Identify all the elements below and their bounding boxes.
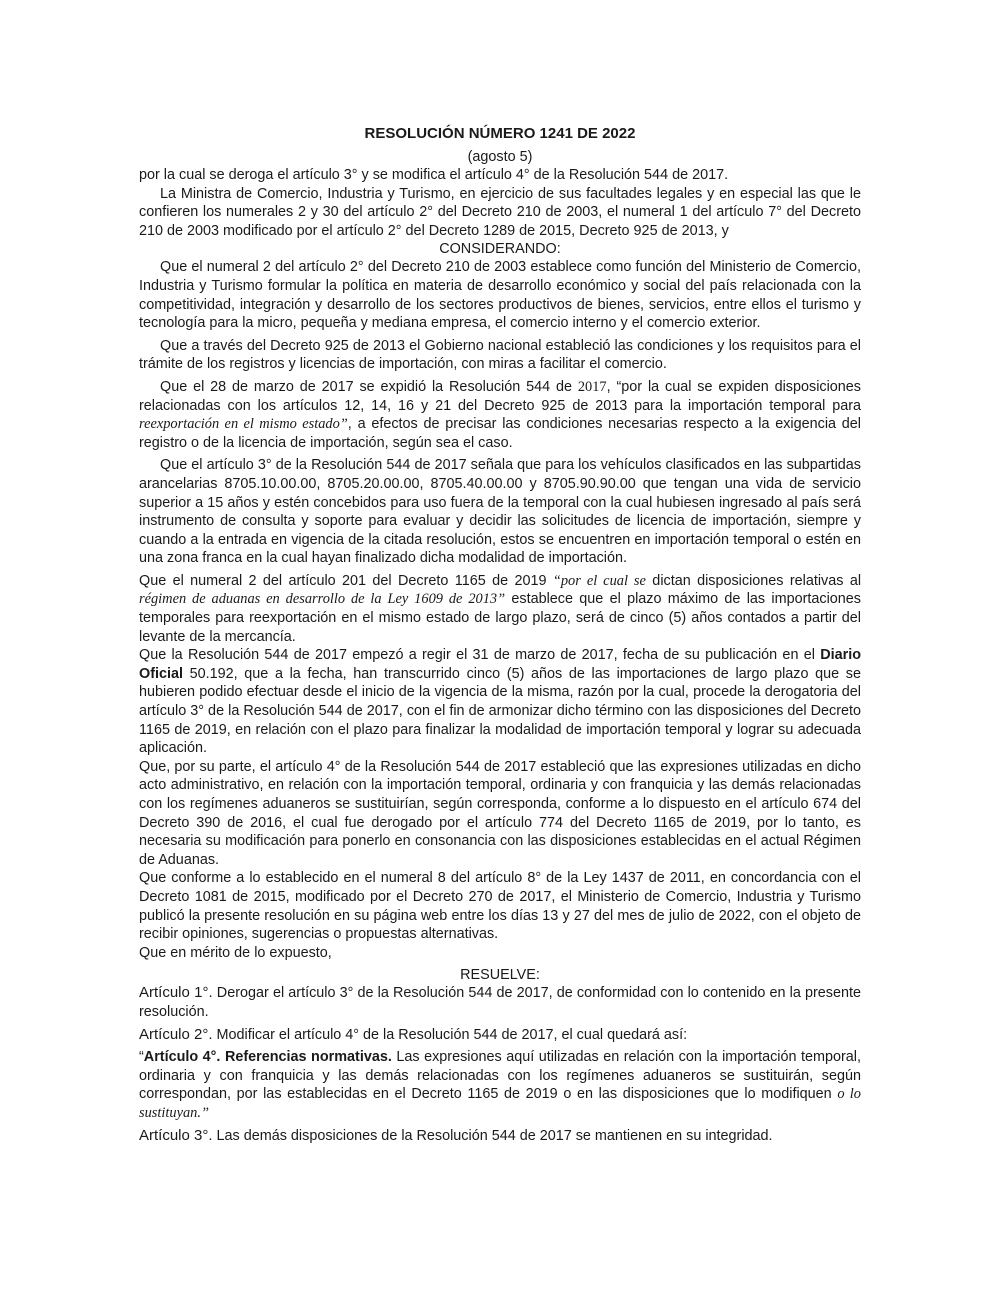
c5-text-1: Que el numeral 2 del artículo 201 del Decreto 1165 de 2019 [139, 572, 553, 589]
c5-text-2: dictan disposiciones relativas al [645, 572, 862, 589]
considerando-paragraph-6 [139, 646, 861, 758]
c6-text-1: Que la Resolución 544 de 2017 empezó a regir el 31 de marzo de 2017, fecha de su publicación en el [139, 647, 821, 664]
considerando-paragraph-9: Que en mérito de lo expuesto, [139, 944, 332, 961]
c3-year: 2017 [577, 378, 607, 395]
considerando-paragraph-5 [139, 572, 861, 646]
preamble-paragraph: La Ministra de Comercio, Industria y Turismo, en ejercicio de sus facultades legales y en especial las que le confieren los numerales 2 y 30 del artículo 2° del Decreto 210 de 2003, el numeral 1 del artículo 7° del Decreto 210 de 2003 modificado por el artículo 2° del Decreto 1289 de 2015, Decreto 925 de 2013, y [139, 185, 861, 239]
articulo-1-text: Derogar el artículo 3° de la Resolución 544 de 2017, de conformidad con lo contenido en la presente resolución. [139, 985, 861, 1020]
c3-italic-title: reexportación en el mismo estado” [139, 416, 348, 433]
articulo-1 [139, 984, 861, 1021]
quote-open-mark: “ [139, 1049, 144, 1066]
quoted-articulo-4 [139, 1048, 861, 1122]
c6-text-2: 50.192, que a la fecha, han transcurrido cinco (5) años de las importaciones de largo plazo que se hubieren podido efectuar desde el inicio de la vigencia de la misma, razón por la cual, procede la derogatoria del artículo 3° de la Resolución 544 de 2017, con el fin de armonizar dicho término con las disposiciones del Decreto 1165 de 2019, en relación con el plazo para finalizar la modalidad de importación temporal y lograr su adecuada aplicación. [139, 665, 861, 757]
considerando-paragraph-1: Que el numeral 2 del artículo 2° del Decreto 210 de 2003 establece como función del Ministerio de Comercio, Industria y Turismo formular la política en materia de desarrollo económico y social del país relacionada con la competitividad, integración y desarrollo de los sectores productivos de bienes, servicios, entre ellos el turismo y tecnología para la micro, pequeña y mediana empresa, el comercio interno y el comercio exterior. [139, 259, 861, 332]
resuelve-heading: RESUELVE: [460, 967, 540, 984]
considerando-paragraph-2: Que a través del Decreto 925 de 2013 el Gobierno nacional estableció las condiciones y los requisitos para el trámite de los registros y licencias de importación, con miras a facilitar el comercio. [139, 337, 861, 373]
c3-text-1: Que el 28 de marzo de 2017 se expidió la Resolución 544 de [160, 378, 578, 395]
articulo-2-text: Modificar el artículo 4° de la Resolución 544 de 2017, el cual quedará así: [212, 1026, 688, 1043]
quote-text: Las expresiones aquí utilizadas en relación con la importación temporal, ordinaria y con franquicia y las demás relacionadas con los regímenes aduaneros se sustituirán, según correspondan, por las establecidas en el Decreto 1165 de 2019 o en las disposiciones que lo modifiquen [139, 1049, 861, 1103]
document-subtitle: por la cual se deroga el artículo 3° y se modifica el artículo 4° de la Resolución 544 de 2017. [139, 167, 729, 183]
c5-text-3: establece que el plazo máximo de las importaciones temporales para reexportación en el mismo estado de largo plazo, será de cinco (5) años contados a partir del levante de la mercancía. [139, 591, 861, 645]
c3-text-3: , a efectos de precisar las condiciones necesarias respecto a la exigencia del registro o de la licencia de importación, según sea el caso. [139, 416, 862, 451]
articulo-1-label: Artículo 1°. [139, 984, 213, 1002]
c3-text-2: , “por la cual se expiden disposiciones relacionadas con los artículos 12, 14, 16 y 21 del Decreto 925 de 2013 para la importación temporal para [139, 378, 861, 414]
articulo-3-text: Las demás disposiciones de la Resolución 544 de 2017 se mantienen en su integridad. [212, 1127, 773, 1144]
considerando-paragraph-4: Que el artículo 3° de la Resolución 544 de 2017 señala que para los vehículos clasificados en las subpartidas arancelarias 8705.10.00.00, 8705.20.00.00, 8705.40.00.00 y 8705.90.90.00 que tengan una vida de servicio superior a 15 años y estén concebidos para uso fuera de la temporal con la cual hubiesen ingresado al país será instrumento de consulta y soporte para evaluar y decidir las solicitudes de licencia de importación, siempre y cuando a la entrada en vigencia de la citada resolución, estos se encuentren en importación temporal o estén en una zona franca en la cual hayan finalizado dicha modalidad de importación. [139, 457, 861, 567]
quote-italic-end: o lo sustituyan.” [139, 1086, 861, 1121]
considerando-heading: CONSIDERANDO: [439, 241, 561, 258]
articulo-3-label: Artículo 3°. [139, 1126, 213, 1144]
c5-italic-2: régimen de aduanas en desarrollo de la Ley 1609 de 2013” [139, 591, 506, 608]
articulo-2 [139, 1026, 861, 1045]
considerando-paragraph-7: Que, por su parte, el artículo 4° de la Resolución 544 de 2017 estableció que las expresiones utilizadas en dicho acto administrativo, en relación con la importación temporal, ordinaria y con franquicia y las demás relacionadas con los regímenes aduaneros se sustituirían, según corresponda, conforme a lo dispuesto en el artículo 674 del Decreto 390 de 2016, el cual fue derogado por el artículo 774 del Decreto 1165 de 2019, por lo tanto, es necesaria su modificación para ponerlo en consonancia con las disposiciones establecidas en el actual Régimen de Aduanas. [139, 758, 861, 868]
document-title: RESOLUCIÓN NÚMERO 1241 DE 2022 [364, 125, 636, 142]
articulo-3 [139, 1127, 861, 1146]
considerando-paragraph-3 [139, 378, 861, 452]
document-page [139, 124, 861, 1145]
document-date: (agosto 5) [467, 149, 533, 165]
c6-bold-diario-oficial: Diario Oficial [139, 647, 861, 682]
articulo-2-label: Artículo 2°. [139, 1025, 213, 1043]
considerando-paragraph-8: Que conforme a lo establecido en el numeral 8 del artículo 8° de la Ley 1437 de 2011, en concordancia con el Decreto 1081 de 2015, modificado por el Decreto 270 de 2017, el Ministerio de Comercio, Industria y Turismo publicó la presente resolución en su página web entre los días 13 y 27 del mes de julio de 2022, con el objeto de recibir opiniones, sugerencias o propuestas alternativas. [139, 870, 861, 943]
quote-bold-heading: Artículo 4°. Referencias normativas. [143, 1049, 392, 1066]
c5-italic-1: “por el cual se [552, 572, 646, 589]
